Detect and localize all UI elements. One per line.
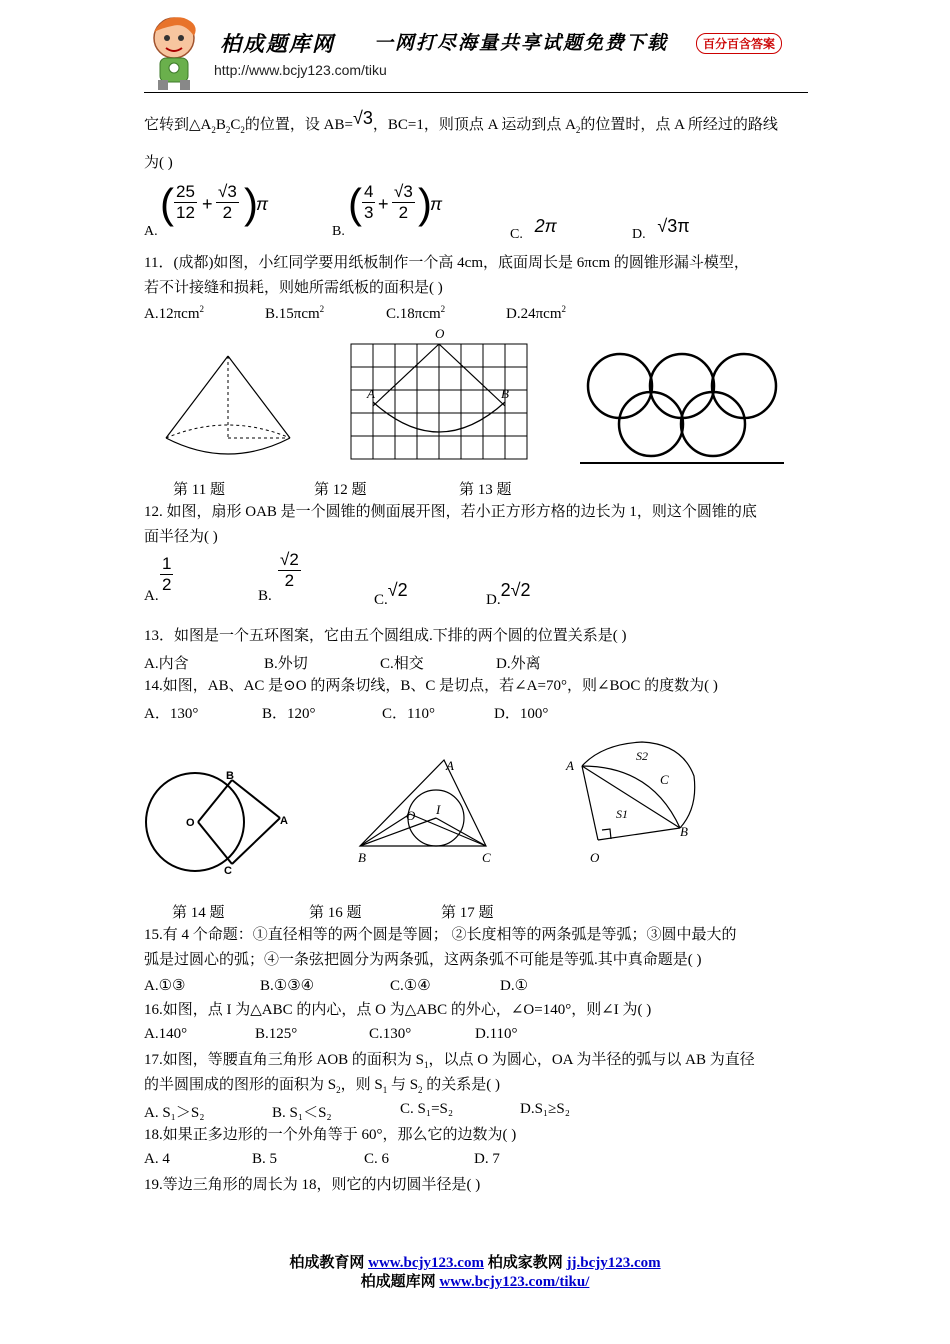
label-a: A (446, 758, 454, 773)
footer-link-jj[interactable]: jj.bcjy123.com (566, 1255, 661, 1271)
label-c: C (224, 865, 232, 877)
caption-11: 第 11 题 (173, 482, 225, 498)
q14-option-d[interactable]: D．100° (494, 706, 549, 722)
q11-option-c[interactable]: C.18πcm$^2$ (386, 304, 446, 322)
mascot-logo (144, 12, 206, 92)
label-o: O (590, 850, 600, 865)
q16-option-b[interactable]: B.125° (255, 1026, 298, 1042)
q18-option-c[interactable]: C. 6 (364, 1151, 390, 1167)
q17-option-a[interactable]: A. S₁＞S₂ (144, 1105, 205, 1121)
label-a: A (367, 386, 375, 401)
label-b: B (680, 824, 688, 839)
footer-link-tiku[interactable]: www.bcjy123.com/tiku/ (439, 1274, 590, 1290)
figure-11-cone (160, 350, 300, 460)
q10-option-d[interactable]: D. √3π (632, 216, 690, 242)
q17-option-b[interactable]: B. S₁＜S₂ (272, 1105, 332, 1121)
label-o: O (406, 808, 416, 823)
q16-option-d[interactable]: D.110° (475, 1026, 518, 1042)
label-c: C (660, 772, 669, 787)
footer-line2: 柏成题库网 www.bcjy123.com/tiku/ (360, 1274, 590, 1290)
q10-line2: 为( ) (144, 155, 173, 171)
label-b: B (358, 850, 366, 865)
q11-option-b[interactable]: B.15πcm$^2$ (265, 304, 325, 322)
caption-14: 第 14 题 (172, 905, 225, 921)
caption-12: 第 12 题 (314, 482, 367, 498)
q13-line1: 13．如图是一个五环图案，它由五个圆组成.下排的两个圆的位置关系是( ) (144, 628, 627, 644)
site-url[interactable]: http://www.bcjy123.com/tiku (214, 62, 387, 78)
q13-option-c[interactable]: C.相交 (380, 656, 424, 672)
q18-option-a[interactable]: A. 4 (144, 1151, 170, 1167)
label-o: O (435, 326, 445, 341)
q13-option-a[interactable]: A.内含 (144, 656, 189, 672)
q13-option-d[interactable]: D.外离 (496, 656, 541, 672)
q12-option-d[interactable]: D.2√2 (486, 580, 531, 608)
figure-16-triangle-centers (350, 752, 510, 870)
q12-line1: 12. 如图，扇形 OAB 是一个圆锥的侧面展开图，若小正方形方格的边长为 1，则这个圆锥的底 (144, 504, 757, 520)
q16-option-c[interactable]: C.130° (369, 1026, 412, 1042)
q15-line1: 15.有 4 个命题：①直径相等的两个圆是等圆； ②长度相等的两条弧是等弧；③圆中最大的 (144, 927, 737, 943)
footer-line1: 柏成教育网 www.bcjy123.com 柏成家教网 jj.bcjy123.com (289, 1255, 661, 1271)
figure-12-sector-grid (345, 326, 535, 466)
q15-option-c[interactable]: C.①④ (390, 978, 431, 994)
header (144, 12, 808, 94)
q18-line1: 18.如果正多边形的一个外角等于 60°，那么它的边数为( ) (144, 1127, 517, 1143)
figure-13-five-rings (578, 346, 788, 468)
q13-option-b[interactable]: B.外切 (264, 656, 308, 672)
q15-option-b[interactable]: B.①③④ (260, 978, 315, 994)
label-c: C (482, 850, 491, 865)
label-i: I (436, 802, 441, 817)
caption-16: 第 16 题 (309, 905, 362, 921)
q14-option-c[interactable]: C．110° (382, 706, 435, 722)
caption-13: 第 13 题 (459, 482, 512, 498)
label-a: A (566, 758, 574, 773)
footer-link-main[interactable]: www.bcjy123.com (368, 1255, 484, 1271)
q11-option-d[interactable]: D.24πcm$^2$ (506, 304, 566, 322)
sqrt3: √3 (352, 108, 373, 128)
q16-line1: 16.如图，点 I 为△ABC 的内心，点 O 为△ABC 的外心，∠O=140°，则∠I 为( ) (144, 1002, 652, 1018)
q18-option-d[interactable]: D. 7 (474, 1151, 500, 1167)
label-a: A (280, 815, 288, 827)
q17-option-d[interactable]: D.S₁≥S₂ (520, 1101, 570, 1117)
label-o: O (186, 817, 195, 829)
q18-option-b[interactable]: B. 5 (252, 1151, 278, 1167)
q17-line2: 的半圆围成的图形的面积为 $S_2$，则 $S_1$ 与 $S_2$ 的关系是( ) (144, 1077, 501, 1095)
q15-option-d[interactable]: D.① (500, 978, 529, 994)
q14-option-a[interactable]: A．130° (144, 706, 199, 722)
q17-line1: 17.如图，等腰直角三角形 AOB 的面积为 $S_1$，以点 O 为圆心，OA 为半径的弧与以 AB 为直径 (144, 1052, 755, 1070)
figure-14-tangents (140, 768, 300, 880)
q12-line2: 面半径为( ) (144, 529, 218, 545)
label-s1: S1 (616, 807, 628, 821)
q11-line2: 若不计接缝和损耗，则她所需纸板的面积是( ) (144, 280, 443, 296)
caption-17: 第 17 题 (441, 905, 494, 921)
label-b: B (226, 770, 234, 782)
q17-option-c[interactable]: C. S₁=S₂ (400, 1101, 454, 1117)
q15-option-a[interactable]: A.①③ (144, 978, 186, 994)
site-name: 柏成题库网 (220, 32, 335, 56)
q14-option-b[interactable]: B．120° (262, 706, 316, 722)
q11-option-a[interactable]: A.12πcm$^2$ (144, 304, 204, 322)
q15-line2: 弧是过圆心的弧；④一条弦把圆分为两条弧，这两条弧不可能是等弧.其中真命题是( ) (144, 952, 702, 968)
answer-badge: 百分百含答案 (696, 33, 782, 54)
figure-17-semicircle (562, 736, 712, 870)
label-b: B (501, 386, 509, 401)
q14-line1: 14.如图，AB、AC 是⊙O 的两条切线，B、C 是切点，若∠A=70°，则∠BOC 的度数为( ) (144, 678, 718, 694)
q19-line1: 19.等边三角形的周长为 18，则它的内切圆半径是( ) (144, 1177, 481, 1193)
site-slogan: 一网打尽海量共享试题免费下载 (374, 32, 669, 54)
q10-option-c[interactable]: C. 2π (510, 216, 557, 242)
header-divider (144, 92, 808, 93)
q10-line1: 它转到$\triangle A_2B_2C_2$的位置，设 AB=√3，BC=1，则顶点 A 运动到点 $A_2$的位置时，点 A 所经过的路线 (144, 108, 778, 135)
q12-option-c[interactable]: C.√2 (374, 580, 408, 608)
label-s2: S2 (636, 749, 648, 763)
q11-line1: 11．(成都)如图，小红同学要用纸板制作一个高 4cm，底面周长是 6πcm 的圆锥形漏斗模型， (144, 255, 749, 271)
q16-option-a[interactable]: A.140° (144, 1026, 188, 1042)
